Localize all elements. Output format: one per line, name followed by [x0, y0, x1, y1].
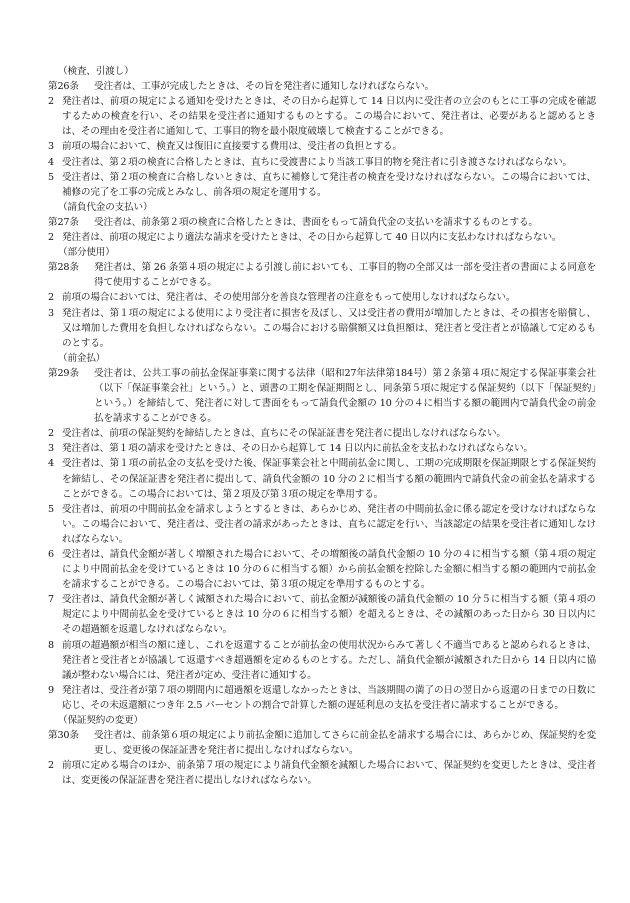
article-paragraph [48, 260, 596, 290]
item-paragraph [48, 230, 596, 245]
paragraph-text: 受注者は、前条第２項の検査に合格したときは、書面をもって請負代金の支払いを請求するものとする。 [94, 216, 538, 228]
article-number: 第26条 [48, 81, 79, 93]
item-number: 3 [48, 443, 54, 455]
item-paragraph [48, 170, 596, 200]
paragraph-text: 前項の場合においては、発注者は、その使用部分を善良な管理者の注意をもって使用しなければならない。 [62, 292, 516, 304]
paragraph-text: 発注者は、第１項の請求を受けたときは、その日から起算して 14 日以内に前払金を支払わなければならない。 [62, 443, 534, 455]
paragraph-text: 受注者は、前条第６項の規定により前払金額に追加してさらに前金払を請求する場合には、あらかじめ、保証契約を変更し、変更後の保証証書を発注者に提出しなければならない。 [94, 730, 596, 757]
paragraph-text: 発注者は、受注者が第７項の期間内に超過額を返還しなかったときは、当該期間の満了の日の翌日から返還の日までの日数に応じ、その未返還額につき年 2.5 パーセントの割合で計算した額の遅延利息の支払を受注者に請求することができる。 [62, 684, 596, 711]
article-paragraph [48, 79, 596, 94]
item-number: 3 [48, 141, 54, 153]
paragraph-text: 発注者は、第 26 条第４項の規定による引渡し前においても、工事目的物の全部又は一部を受注者の書面による同意を得て使用することができる。 [94, 262, 596, 289]
item-number: 5 [48, 503, 54, 515]
article-paragraph [48, 215, 596, 230]
item-paragraph [48, 306, 596, 351]
item-paragraph [48, 290, 596, 305]
paragraph-text: 発注者は、第１項の規定による使用により受注者に損害を及ぼし、又は受注者の費用が増加したときは、その損害を賠償し、又は増加した費用を負担しなければならない。この場合における賠償額又は負担額は、発注者と受注者とが協議して定めるものとする。 [62, 307, 596, 349]
item-number: 2 [48, 232, 54, 244]
paragraph-text: 受注者は、請負代金額が著しく減額された場合において、前払金額が減額後の請負代金額の 10 分５に相当する額（第４項の規定により中間前払金を受けているときは 10 分の６に相当する額）を超えるときは、その減額のあった日から 30 日以内にその超過額を返還しなければならない。 [62, 594, 596, 636]
paragraph-text: 受注者は、第２項の検査に合格したときは、直ちに受渡書により当該工事目的物を発注者に引き渡さなければならない。 [62, 156, 572, 168]
paragraph-text: 受注者は、請負代金額が著しく増額された場合において、その増額後の請負代金額の 10 分の４に相当する額（第４項の規定により中間前払金を受けているときは 10 分の６に相当する額）から前払金額を控除した金額に相当する額の範囲内で前払金を請求することができる。この場合においては、第３項の規定を準用するものとする。 [62, 549, 596, 591]
paragraph-text: 前項に定める場合のほか、前条第７項の規定により請負代金額を減額した場合において、保証契約を変更したときは、受注者は、変更後の保証証書を発注者に提出しなければならない。 [62, 760, 596, 787]
item-paragraph [48, 94, 596, 139]
article-number: 第29条 [48, 367, 79, 379]
item-paragraph [48, 155, 596, 170]
item-paragraph [48, 638, 596, 683]
item-number: 2 [48, 96, 54, 108]
item-number: 6 [48, 549, 54, 560]
paragraph-text: 受注者は、前項の中間前払金を請求しようとするときは、あらかじめ、発注者の中間前払金に係る認定を受けなければならない。この場合において、発注者は、受注者の請求があったときは、直ちに認定を行い、当該認定の結果を受注者に通知しなければならない。 [62, 503, 596, 545]
section-heading: （検査、引渡し） [58, 66, 134, 77]
section-heading: （部分使用） [58, 247, 115, 259]
item-paragraph [48, 426, 596, 441]
paragraph-text: 発注者は、前項の規定により適法な請求を受けたときは、その日から起算して 40 日以内に支払わなければならない。 [62, 232, 562, 244]
paragraph-text: 発注者は、前項の規定による通知を受けたときは、その日から起算して 14 日以内に受注者の立会のもとに工事の完成を確認するための検査を行い、その結果を受注者に通知するものとする。この場合において、発注者は、必要があると認めるときは、その理由を受注者に通知して、工事目的物を最小限度破壊して検査することができる。 [62, 96, 596, 138]
item-number: 2 [48, 292, 54, 304]
section-heading: （請負代金の支払い） [58, 201, 153, 213]
paragraph-text: 受注者は、前項の保証契約を締結したときは、直ちにその保証証書を発注者に提出しなければならない。 [62, 428, 506, 440]
article-number: 第30条 [48, 730, 79, 742]
item-number: 2 [48, 428, 54, 440]
article-number: 第27条 [48, 216, 79, 228]
item-paragraph [48, 456, 596, 501]
item-paragraph [48, 441, 596, 456]
article-paragraph [48, 728, 596, 758]
paragraph-text: 受注者は、第２項の検査に合格しないときは、直ちに補修して発注者の検査を受けなければならない。この場合においては、補修の完了を工事の完成とみなし、前各項の規定を運用する。 [62, 171, 596, 198]
section-heading: （保証契約の変更） [58, 715, 143, 727]
item-paragraph [48, 683, 596, 713]
item-number: 3 [48, 307, 54, 319]
item-paragraph [48, 592, 596, 637]
paragraph-text: 受注者は、公共工事の前払金保証事業に関する法律（昭和27年法律第184号）第２条第４項に規定する保証事業会社（以下「保証事業会社」という。）と、頭書の工期を保証期間とし、同条第５項に規定する保証契約（以下「保証契約」という。）を締結して、発注者に対して書面をもって請負代金額の 10 分の４に相当する額の範囲内で請負代金の前金払を請求することができる。 [94, 367, 596, 425]
paragraph-text: 前項の場合において、検査又は復旧に直接要する費用は、受注者の負担とする。 [62, 141, 402, 153]
article-number: 第28条 [48, 262, 79, 274]
item-paragraph [48, 139, 596, 154]
item-paragraph [48, 758, 596, 788]
paragraph-text: 前項の超過額が相当の額に達し、これを返還することが前払金の使用状況からみて著しく不適当であると認められるときは、発注者と受注者とが協議して返還すべき超過額を定めるものとする。ただし、請負代金額が減額された日から 14 日以内に協議が整わない場合には、発注者が定め、受注者に通知する。 [62, 639, 596, 681]
paragraph-text: 受注者は、工事が完成したときは、その旨を発注者に通知しなければならない。 [94, 81, 434, 93]
item-number: 5 [48, 171, 54, 183]
item-number: 8 [48, 639, 54, 651]
item-number: 2 [48, 760, 54, 772]
paragraph-text: 受注者は、第１項の前払金の支払を受けた後、保証事業会社と中間前払金に関し、工期の完成期限を保証期限とする保証契約を締結し、その保証証書を発注者に提出して、請負代金額の 10 分の２に相当する額の範囲内で請負代金の前金払を請求することができる。この場合においては、第２項及び第３項の規定を準用する。 [62, 458, 596, 500]
section-heading: （前金払） [58, 352, 106, 364]
item-number: 4 [48, 458, 54, 470]
item-number: 9 [48, 684, 54, 696]
document-body [48, 64, 596, 789]
item-paragraph [48, 502, 596, 547]
item-number: 7 [48, 594, 54, 606]
article-paragraph [48, 366, 596, 426]
item-number: 4 [48, 156, 54, 168]
item-paragraph [48, 547, 596, 592]
